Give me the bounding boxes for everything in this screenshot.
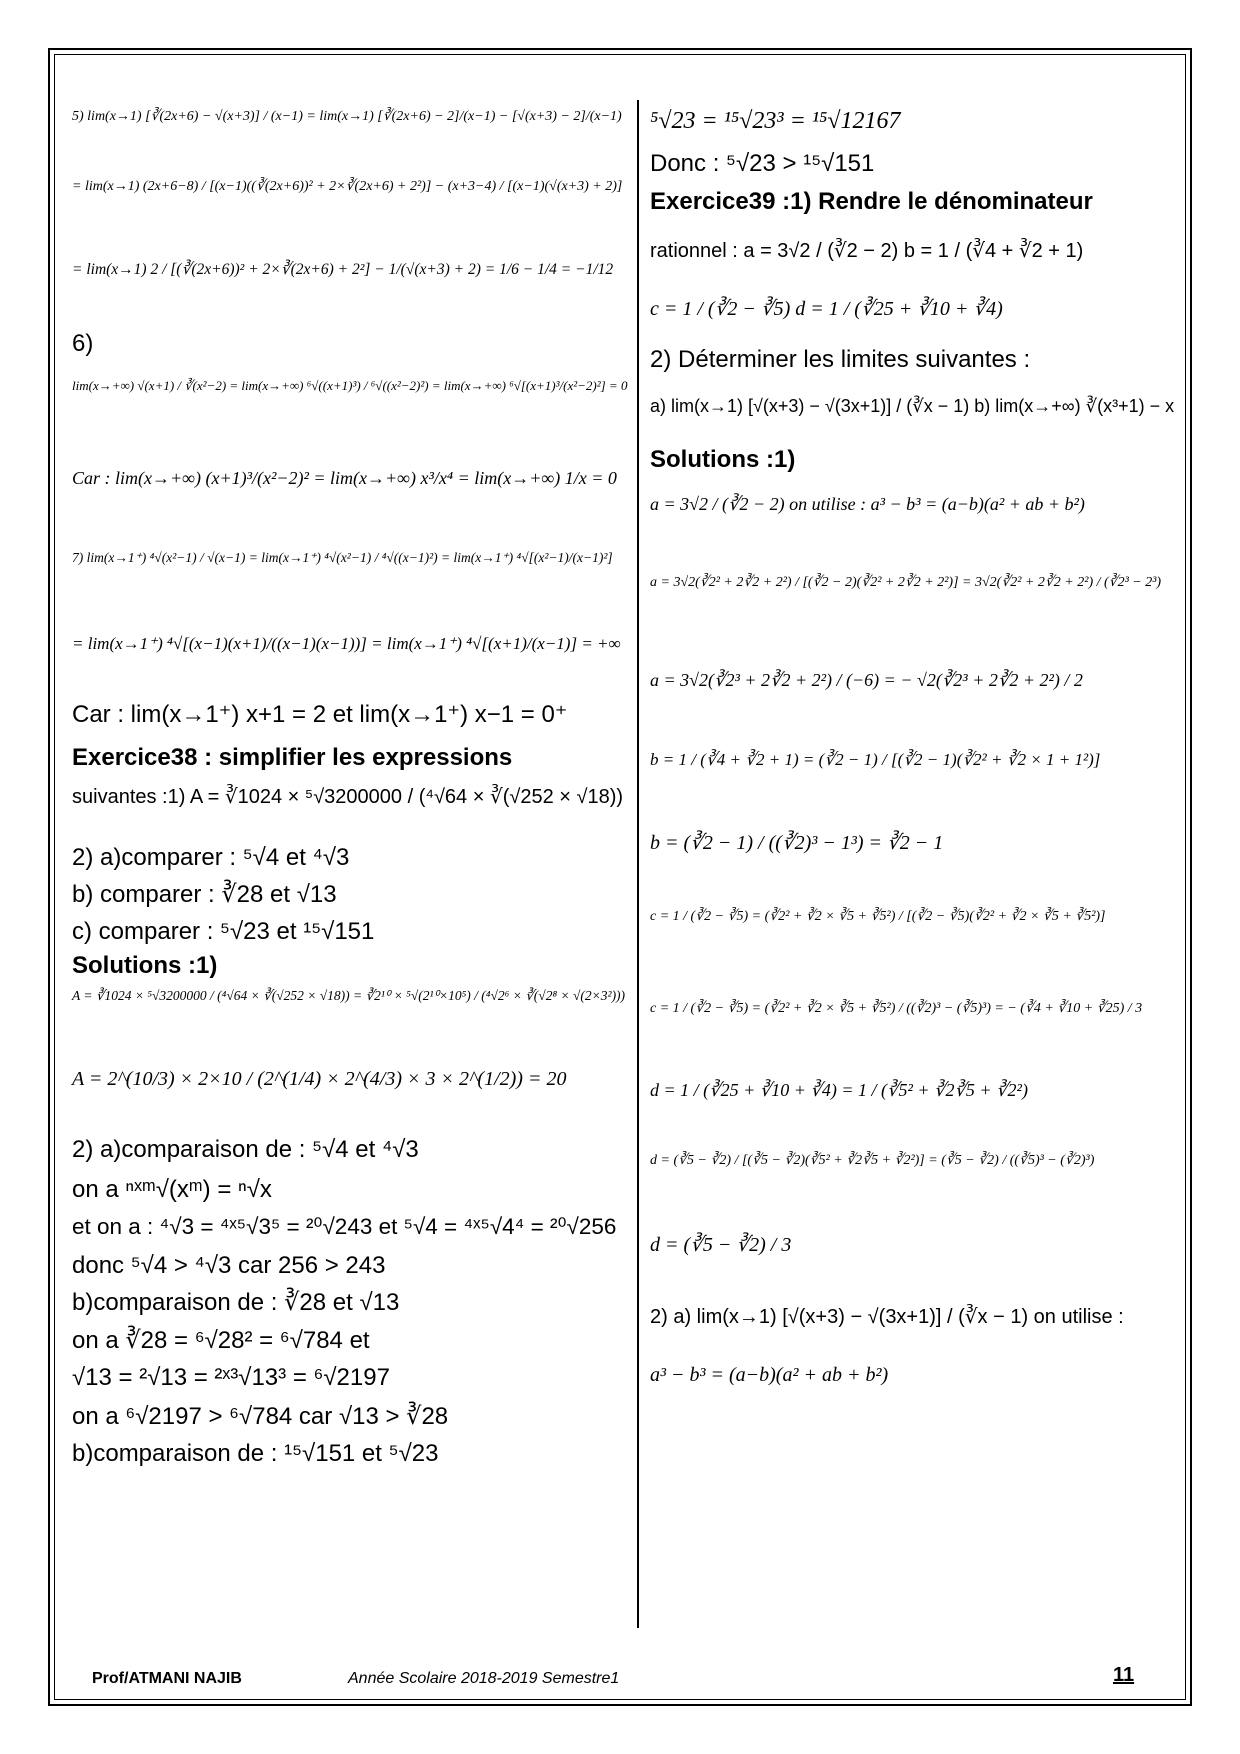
math-line: a³ − b³ = (a−b)(a² + ab + b²) <box>650 1364 889 1386</box>
math-line: lim(x→+∞) √(x+1) / ∛(x²−2) = lim(x→+∞) ⁶√((x+1)³) / ⁶√((x²−2)²) = lim(x→+∞) ⁶√[(x+1)³/(x²−2)²] = 0 <box>72 378 628 393</box>
math-line: 5) lim(x→1) [∛(2x+6) − √(x+3)] / (x−1) = lim(x→1) [∛(2x+6) − 2]/(x−1) − [√(x+3) − 2]/(x−1) <box>72 109 622 124</box>
math-line: = lim(x→1) (2x+6−8) / [(x−1)((∛(2x+6))² + 2×∛(2x+6) + 2²)] − (x+3−4) / [(x−1)(√(x+3) + 2)] <box>72 179 623 194</box>
exercise-heading: Exercice39 :1) Rendre le dénominateur <box>650 188 1093 215</box>
math-line: A = 2^(10/3) × 2×10 / (2^(1/4) × 2^(4/3) × 3 × 2^(1/2)) = 20 <box>72 1068 567 1090</box>
math-line: √13 = ²√13 = ²ˣ³√13³ = ⁶√2197 <box>72 1364 390 1391</box>
math-line: d = 1 / (∛25 + ∛10 + ∛4) = 1 / (∛5² + ∛2∛5 + ∛2²) <box>650 1080 1028 1100</box>
solutions-heading: Solutions :1) <box>72 952 218 979</box>
math-line: = lim(x→1⁺) ⁴√[(x−1)(x+1)/((x−1)(x−1))] = lim(x→1⁺) ⁴√[(x+1)/(x−1)] = +∞ <box>72 634 621 653</box>
math-line: a = 3√2 / (∛2 − 2) on utilise : a³ − b³ = (a−b)(a² + ab + b²) <box>650 494 1085 514</box>
math-line: 7) lim(x→1⁺) ⁴√(x²−1) / √(x−1) = lim(x→1⁺) ⁴√(x²−1) / ⁴√((x−1)²) = lim(x→1⁺) ⁴√[(x²−1)/(x−1)²] <box>72 550 613 565</box>
math-line: d = (∛5 − ∛2) / 3 <box>650 1234 792 1256</box>
math-line: = lim(x→1) 2 / [(∛(2x+6))² + 2×∛(2x+6) + 2²] − 1/(√(x+3) + 2) = 1/6 − 1/4 = −1/12 <box>72 261 614 278</box>
math-line: b = (∛2 − 1) / ((∛2)³ − 1³) = ∛2 − 1 <box>650 832 944 854</box>
math-line: A = ∛1024 × ⁵√3200000 / (⁴√64 × ∛(√252 × √18)) = ∛2¹⁰ × ⁵√(2¹⁰×10⁵) / (⁴√2⁶ × ∛(√2⁸ × √(2×3²))) <box>72 988 626 1003</box>
math-line: b)comparaison de : ¹⁵√151 et ⁵√23 <box>72 1440 439 1467</box>
math-line: rationnel : a = 3√2 / (∛2 − 2) b = 1 / (∛4 + ∛2 + 1) <box>650 240 1084 262</box>
column-divider <box>637 100 639 1628</box>
math-line: et on a : ⁴√3 = ⁴ˣ⁵√3⁵ = ²⁰√243 et ⁵√4 = ⁴ˣ⁵√4⁴ = ²⁰√256 <box>72 1214 617 1239</box>
math-line: d = (∛5 − ∛2) / [(∛5 − ∛2)(∛5² + ∛2∛5 + ∛2²)] = (∛5 − ∛2) / ((∛5)³ − (∛2)³) <box>650 1153 1095 1168</box>
math-line: suivantes :1) A = ∛1024 × ⁵√3200000 / (⁴√64 × ∛(√252 × √18)) <box>72 786 624 808</box>
exercise-heading: Exercice38 : simplifier les expressions <box>72 744 513 771</box>
math-line: ⁵√23 = ¹⁵√23³ = ¹⁵√12167 <box>650 108 901 134</box>
math-line: a = 3√2(∛2³ + 2∛2 + 2²) / (−6) = − √2(∛2³ + 2∛2 + 2²) / 2 <box>650 670 1083 690</box>
page-number: 11 <box>1113 1664 1135 1686</box>
math-line: c = 1 / (∛2 − ∛5) d = 1 / (∛25 + ∛10 + ∛4) <box>650 298 1003 320</box>
math-line: 6) <box>72 330 94 357</box>
footer-author: Prof/ATMANI NAJIB <box>92 1670 242 1687</box>
math-line: Car : lim(x→1⁺) x+1 = 2 et lim(x→1⁺) x−1 = 0⁺ <box>72 701 568 728</box>
math-line: 2) a)comparaison de : ⁵√4 et ⁴√3 <box>72 1136 419 1163</box>
math-line: 2) Déterminer les limites suivantes : <box>650 346 1031 373</box>
math-line: b = 1 / (∛4 + ∛2 + 1) = (∛2 − 1) / [(∛2 − 1)(∛2² + ∛2 × 1 + 1²)] <box>650 750 1101 769</box>
math-line: on a ∛28 = ⁶√28² = ⁶√784 et <box>72 1327 370 1354</box>
math-line: on a ⁿˣᵐ√(xᵐ) = ⁿ√x <box>72 1176 272 1203</box>
math-line: 2) a) lim(x→1) [√(x+3) − √(3x+1)] / (∛x − 1) on utilise : <box>650 1306 1124 1328</box>
solutions-heading: Solutions :1) <box>650 446 796 473</box>
math-line: Donc : ⁵√23 > ¹⁵√151 <box>650 150 875 177</box>
math-line: c) comparer : ⁵√23 et ¹⁵√151 <box>72 918 375 945</box>
math-line: 2) a)comparer : ⁵√4 et ⁴√3 <box>72 844 350 871</box>
footer-year: Année Scolaire 2018-2019 Semestre1 <box>348 1670 620 1687</box>
math-line: b) comparer : ∛28 et √13 <box>72 881 337 908</box>
math-line: a) lim(x→1) [√(x+3) − √(3x+1)] / (∛x − 1) b) lim(x→+∞) ∛(x³+1) − x <box>650 396 1175 416</box>
math-line: on a ⁶√2197 > ⁶√784 car √13 > ∛28 <box>72 1403 449 1430</box>
math-line: a = 3√2(∛2² + 2∛2 + 2²) / [(∛2 − 2)(∛2² + 2∛2 + 2²)] = 3√2(∛2² + 2∛2 + 2²) / (∛2³ − 2³) <box>650 575 1162 590</box>
math-line: b)comparaison de : ∛28 et √13 <box>72 1289 400 1316</box>
math-line: Car : lim(x→+∞) (x+1)³/(x²−2)² = lim(x→+∞) x³/x⁴ = lim(x→+∞) 1/x = 0 <box>72 468 617 488</box>
math-line: donc ⁵√4 > ⁴√3 car 256 > 243 <box>72 1252 386 1279</box>
math-line: c = 1 / (∛2 − ∛5) = (∛2² + ∛2 × ∛5 + ∛5²) / ((∛2)³ − (∛5)³) = − (∛4 + ∛10 + ∛25) / 3 <box>650 1001 1143 1016</box>
math-line: c = 1 / (∛2 − ∛5) = (∛2² + ∛2 × ∛5 + ∛5²) / [(∛2 − ∛5)(∛2² + ∛2 × ∛5 + ∛5²)] <box>650 909 1106 924</box>
